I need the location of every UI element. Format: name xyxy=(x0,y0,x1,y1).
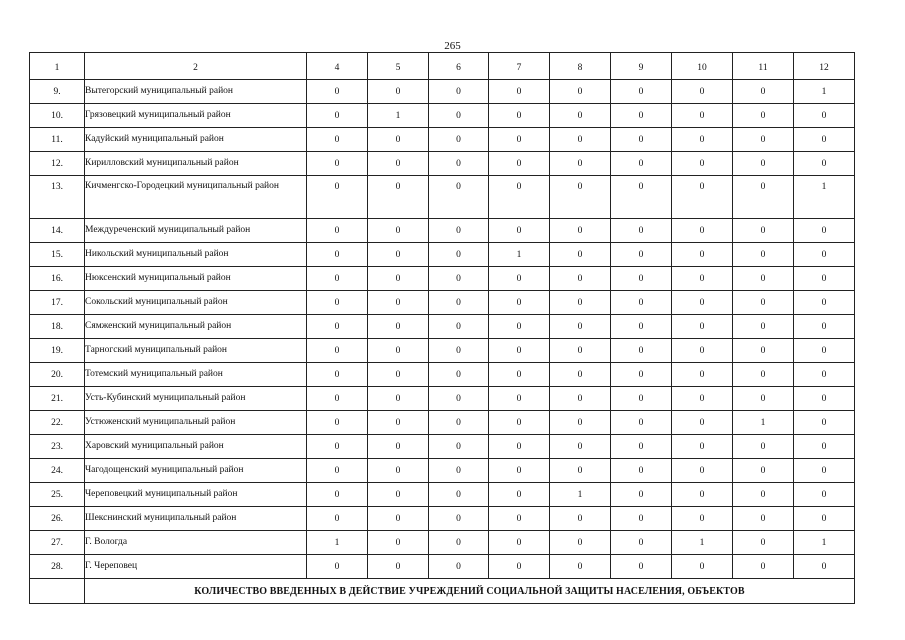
value-cell: 0 xyxy=(429,435,489,459)
value-cell: 0 xyxy=(429,176,489,219)
value-cell: 0 xyxy=(429,363,489,387)
value-cell: 0 xyxy=(611,267,672,291)
district-name: Усть-Кубинский муниципальный район xyxy=(85,387,307,411)
value-cell: 0 xyxy=(672,483,733,507)
table-row xyxy=(30,363,855,387)
value-cell: 0 xyxy=(611,387,672,411)
value-cell: 0 xyxy=(672,507,733,531)
district-name: Тарногский муниципальный район xyxy=(85,339,307,363)
value-cell: 0 xyxy=(368,128,429,152)
header-cell: 4 xyxy=(307,53,368,80)
header-cell: 12 xyxy=(794,53,855,80)
value-cell: 0 xyxy=(307,411,368,435)
table-row xyxy=(30,152,855,176)
row-number: 28. xyxy=(30,555,85,579)
table-row xyxy=(30,104,855,128)
value-cell: 0 xyxy=(489,339,550,363)
value-cell: 0 xyxy=(733,483,794,507)
value-cell: 0 xyxy=(611,435,672,459)
table-row xyxy=(30,243,855,267)
value-cell: 0 xyxy=(429,411,489,435)
table-row xyxy=(30,411,855,435)
row-number: 18. xyxy=(30,315,85,339)
table-row xyxy=(30,555,855,579)
value-cell: 0 xyxy=(429,219,489,243)
district-name: Кадуйский муниципальный район xyxy=(85,128,307,152)
header-cell: 5 xyxy=(368,53,429,80)
row-number: 10. xyxy=(30,104,85,128)
value-cell: 0 xyxy=(672,411,733,435)
row-number: 23. xyxy=(30,435,85,459)
value-cell: 0 xyxy=(733,243,794,267)
table-row xyxy=(30,176,855,219)
row-number: 26. xyxy=(30,507,85,531)
value-cell: 0 xyxy=(794,483,855,507)
value-cell: 0 xyxy=(672,291,733,315)
value-cell: 0 xyxy=(733,339,794,363)
value-cell: 0 xyxy=(733,459,794,483)
row-number: 16. xyxy=(30,267,85,291)
value-cell: 0 xyxy=(307,128,368,152)
value-cell: 0 xyxy=(368,507,429,531)
value-cell: 0 xyxy=(550,507,611,531)
header-cell: 1 xyxy=(30,53,85,80)
value-cell: 0 xyxy=(307,219,368,243)
value-cell: 0 xyxy=(489,435,550,459)
district-name: Кичменгско-Городецкий муниципальный район xyxy=(85,176,307,219)
value-cell: 0 xyxy=(368,315,429,339)
value-cell: 0 xyxy=(733,315,794,339)
value-cell: 0 xyxy=(672,219,733,243)
section-heading: КОЛИЧЕСТВО ВВЕДЕННЫХ В ДЕЙСТВИЕ УЧРЕЖДЕНИЙ СОЦИАЛЬНОЙ ЗАЩИТЫ НАСЕЛЕНИЯ, ОБЪЕКТОВ xyxy=(85,579,855,604)
value-cell: 0 xyxy=(550,555,611,579)
value-cell: 0 xyxy=(489,459,550,483)
value-cell: 0 xyxy=(489,483,550,507)
value-cell: 1 xyxy=(672,531,733,555)
value-cell: 0 xyxy=(429,291,489,315)
value-cell: 0 xyxy=(611,339,672,363)
district-name: Тотемский муниципальный район xyxy=(85,363,307,387)
footer-row xyxy=(30,579,855,604)
value-cell: 0 xyxy=(733,531,794,555)
value-cell: 0 xyxy=(307,152,368,176)
value-cell: 0 xyxy=(368,531,429,555)
value-cell: 0 xyxy=(794,507,855,531)
value-cell: 0 xyxy=(794,435,855,459)
value-cell: 0 xyxy=(550,267,611,291)
header-cell: 7 xyxy=(489,53,550,80)
value-cell: 0 xyxy=(794,459,855,483)
value-cell: 0 xyxy=(429,555,489,579)
table-row xyxy=(30,315,855,339)
value-cell: 0 xyxy=(611,363,672,387)
value-cell: 0 xyxy=(611,128,672,152)
value-cell: 0 xyxy=(489,152,550,176)
header-cell: 10 xyxy=(672,53,733,80)
value-cell: 0 xyxy=(672,555,733,579)
value-cell: 0 xyxy=(733,555,794,579)
value-cell: 0 xyxy=(429,339,489,363)
value-cell: 1 xyxy=(794,531,855,555)
value-cell: 1 xyxy=(489,243,550,267)
row-number: 15. xyxy=(30,243,85,267)
row-number: 25. xyxy=(30,483,85,507)
district-name: Междуреченский муниципальный район xyxy=(85,219,307,243)
district-name: Грязовецкий муниципальный район xyxy=(85,104,307,128)
value-cell: 0 xyxy=(733,363,794,387)
value-cell: 0 xyxy=(550,219,611,243)
row-number: 27. xyxy=(30,531,85,555)
value-cell: 0 xyxy=(794,152,855,176)
value-cell: 0 xyxy=(794,315,855,339)
value-cell: 1 xyxy=(794,80,855,104)
value-cell: 0 xyxy=(368,339,429,363)
table-row xyxy=(30,435,855,459)
value-cell: 0 xyxy=(489,291,550,315)
data-table xyxy=(29,52,855,604)
table-row xyxy=(30,80,855,104)
value-cell: 0 xyxy=(429,80,489,104)
value-cell: 0 xyxy=(550,339,611,363)
value-cell: 0 xyxy=(794,291,855,315)
header-cell: 9 xyxy=(611,53,672,80)
value-cell: 0 xyxy=(489,267,550,291)
district-name: Сокольский муниципальный район xyxy=(85,291,307,315)
value-cell: 0 xyxy=(733,80,794,104)
value-cell: 0 xyxy=(672,435,733,459)
value-cell: 0 xyxy=(368,80,429,104)
value-cell: 0 xyxy=(489,80,550,104)
value-cell: 0 xyxy=(733,219,794,243)
value-cell: 0 xyxy=(429,387,489,411)
row-number: 14. xyxy=(30,219,85,243)
value-cell: 0 xyxy=(733,128,794,152)
value-cell: 0 xyxy=(307,315,368,339)
row-number: 11. xyxy=(30,128,85,152)
value-cell: 0 xyxy=(672,267,733,291)
district-name: Шекснинский муниципальный район xyxy=(85,507,307,531)
district-name: Чагодощенский муниципальный район xyxy=(85,459,307,483)
row-number: 21. xyxy=(30,387,85,411)
value-cell: 0 xyxy=(611,459,672,483)
value-cell: 0 xyxy=(611,315,672,339)
value-cell: 0 xyxy=(429,104,489,128)
table-row xyxy=(30,507,855,531)
value-cell: 0 xyxy=(550,243,611,267)
value-cell: 0 xyxy=(429,152,489,176)
value-cell: 0 xyxy=(429,267,489,291)
value-cell: 0 xyxy=(368,176,429,219)
value-cell: 0 xyxy=(611,531,672,555)
value-cell: 0 xyxy=(794,267,855,291)
value-cell: 0 xyxy=(672,104,733,128)
value-cell: 0 xyxy=(794,243,855,267)
table-row xyxy=(30,219,855,243)
value-cell: 0 xyxy=(550,411,611,435)
row-number: 13. xyxy=(30,176,85,219)
district-name: Кирилловский муниципальный район xyxy=(85,152,307,176)
value-cell: 0 xyxy=(489,104,550,128)
value-cell: 0 xyxy=(611,243,672,267)
value-cell: 1 xyxy=(307,531,368,555)
value-cell: 0 xyxy=(429,128,489,152)
table-row xyxy=(30,459,855,483)
value-cell: 0 xyxy=(611,291,672,315)
value-cell: 0 xyxy=(550,387,611,411)
value-cell: 0 xyxy=(489,128,550,152)
value-cell: 0 xyxy=(733,291,794,315)
value-cell: 1 xyxy=(794,176,855,219)
row-number: 17. xyxy=(30,291,85,315)
value-cell: 0 xyxy=(307,291,368,315)
header-cell: 11 xyxy=(733,53,794,80)
value-cell: 0 xyxy=(672,459,733,483)
value-cell: 0 xyxy=(307,387,368,411)
row-number: 20. xyxy=(30,363,85,387)
value-cell: 0 xyxy=(489,531,550,555)
value-cell: 0 xyxy=(611,555,672,579)
value-cell: 0 xyxy=(611,104,672,128)
row-number: 19. xyxy=(30,339,85,363)
value-cell: 0 xyxy=(307,243,368,267)
district-name: Никольский муниципальный район xyxy=(85,243,307,267)
value-cell: 0 xyxy=(368,387,429,411)
table-row xyxy=(30,128,855,152)
value-cell: 0 xyxy=(794,363,855,387)
value-cell: 0 xyxy=(489,315,550,339)
value-cell: 0 xyxy=(794,411,855,435)
value-cell: 0 xyxy=(368,411,429,435)
district-name: Вытегорский муниципальный район xyxy=(85,80,307,104)
value-cell: 0 xyxy=(368,459,429,483)
value-cell: 0 xyxy=(429,483,489,507)
value-cell: 0 xyxy=(489,219,550,243)
value-cell: 0 xyxy=(672,176,733,219)
value-cell: 0 xyxy=(550,176,611,219)
value-cell: 0 xyxy=(307,435,368,459)
value-cell: 0 xyxy=(550,459,611,483)
value-cell: 0 xyxy=(672,243,733,267)
value-cell: 0 xyxy=(794,128,855,152)
value-cell: 0 xyxy=(733,176,794,219)
value-cell: 0 xyxy=(794,387,855,411)
value-cell: 0 xyxy=(672,387,733,411)
value-cell: 0 xyxy=(733,267,794,291)
value-cell: 0 xyxy=(307,483,368,507)
value-cell: 0 xyxy=(794,219,855,243)
value-cell: 0 xyxy=(489,176,550,219)
value-cell: 0 xyxy=(307,104,368,128)
header-row xyxy=(30,53,855,80)
district-name: Устюженский муниципальный район xyxy=(85,411,307,435)
value-cell: 0 xyxy=(733,435,794,459)
value-cell: 0 xyxy=(489,387,550,411)
page-number: 265 xyxy=(444,40,461,52)
value-cell: 0 xyxy=(794,339,855,363)
value-cell: 0 xyxy=(429,459,489,483)
value-cell: 0 xyxy=(368,267,429,291)
value-cell: 0 xyxy=(368,555,429,579)
district-name: Г. Вологда xyxy=(85,531,307,555)
row-number: 9. xyxy=(30,80,85,104)
value-cell: 0 xyxy=(733,507,794,531)
value-cell: 0 xyxy=(368,291,429,315)
table-row xyxy=(30,339,855,363)
value-cell: 0 xyxy=(611,507,672,531)
table-row xyxy=(30,291,855,315)
value-cell: 0 xyxy=(368,243,429,267)
value-cell: 0 xyxy=(550,363,611,387)
value-cell: 0 xyxy=(611,483,672,507)
table-row xyxy=(30,387,855,411)
value-cell: 0 xyxy=(672,128,733,152)
header-cell: 2 xyxy=(85,53,307,80)
value-cell: 0 xyxy=(550,315,611,339)
value-cell: 0 xyxy=(489,507,550,531)
value-cell: 1 xyxy=(368,104,429,128)
value-cell: 0 xyxy=(489,411,550,435)
value-cell: 0 xyxy=(368,152,429,176)
value-cell: 0 xyxy=(733,104,794,128)
value-cell: 0 xyxy=(733,387,794,411)
value-cell: 0 xyxy=(672,80,733,104)
value-cell: 0 xyxy=(672,152,733,176)
value-cell: 0 xyxy=(429,507,489,531)
value-cell: 0 xyxy=(550,435,611,459)
value-cell: 0 xyxy=(307,80,368,104)
value-cell: 0 xyxy=(733,152,794,176)
value-cell: 0 xyxy=(611,176,672,219)
value-cell: 0 xyxy=(307,176,368,219)
value-cell: 0 xyxy=(550,291,611,315)
row-number: 24. xyxy=(30,459,85,483)
value-cell: 0 xyxy=(672,339,733,363)
district-name: Нюксенский муниципальный район xyxy=(85,267,307,291)
value-cell: 0 xyxy=(550,80,611,104)
row-number: 12. xyxy=(30,152,85,176)
value-cell: 0 xyxy=(550,152,611,176)
value-cell: 0 xyxy=(429,531,489,555)
table-row xyxy=(30,483,855,507)
value-cell: 0 xyxy=(550,128,611,152)
district-name: Череповецкий муниципальный район xyxy=(85,483,307,507)
value-cell: 1 xyxy=(733,411,794,435)
value-cell: 0 xyxy=(550,104,611,128)
value-cell: 0 xyxy=(368,219,429,243)
value-cell: 0 xyxy=(429,315,489,339)
value-cell: 0 xyxy=(368,483,429,507)
value-cell: 0 xyxy=(307,339,368,363)
table-row xyxy=(30,267,855,291)
header-cell: 8 xyxy=(550,53,611,80)
value-cell: 0 xyxy=(672,315,733,339)
value-cell: 0 xyxy=(672,363,733,387)
value-cell: 0 xyxy=(489,555,550,579)
value-cell: 0 xyxy=(307,555,368,579)
district-name: Сямженский муниципальный район xyxy=(85,315,307,339)
value-cell: 0 xyxy=(429,243,489,267)
value-cell: 1 xyxy=(550,483,611,507)
footer-empty-cell xyxy=(30,579,85,604)
value-cell: 0 xyxy=(307,459,368,483)
table-row xyxy=(30,531,855,555)
value-cell: 0 xyxy=(611,411,672,435)
value-cell: 0 xyxy=(794,555,855,579)
value-cell: 0 xyxy=(307,267,368,291)
value-cell: 0 xyxy=(611,219,672,243)
row-number: 22. xyxy=(30,411,85,435)
value-cell: 0 xyxy=(794,104,855,128)
value-cell: 0 xyxy=(550,531,611,555)
value-cell: 0 xyxy=(611,80,672,104)
value-cell: 0 xyxy=(368,363,429,387)
header-cell: 6 xyxy=(429,53,489,80)
value-cell: 0 xyxy=(307,507,368,531)
value-cell: 0 xyxy=(307,363,368,387)
district-name: Харовский муниципальный район xyxy=(85,435,307,459)
district-name: Г. Череповец xyxy=(85,555,307,579)
value-cell: 0 xyxy=(368,435,429,459)
value-cell: 0 xyxy=(489,363,550,387)
value-cell: 0 xyxy=(611,152,672,176)
